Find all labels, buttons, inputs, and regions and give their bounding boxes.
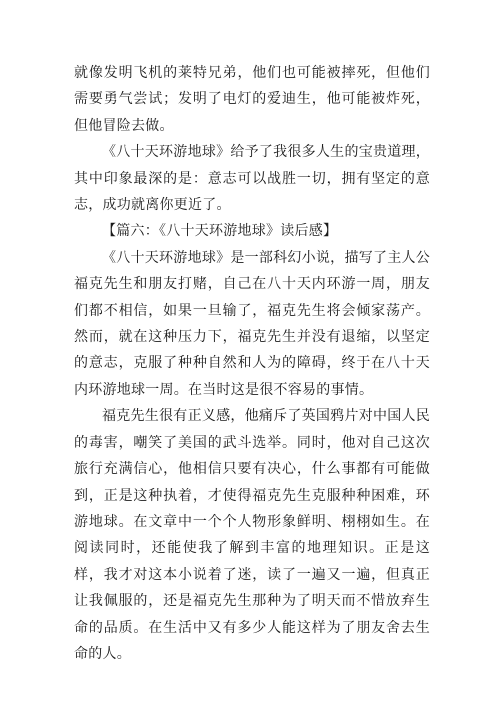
paragraph-continuation: 就像发明飞机的莱特兄弟，他们也可能被摔死，但他们需要勇气尝试；发明了电灯的爱迪生，他可能被炸死，但他冒险去做。 bbox=[74, 65, 430, 134]
paragraph-summary: 《八十天环游地球》给予了我很多人生的宝贵道理，其中印象最深的是：意志可以战胜一切，拥有坚定的意志，成功就离你更近了。 bbox=[74, 144, 430, 214]
section-heading: 【篇六：《八十天环游地球》读后感】 bbox=[102, 223, 338, 240]
document-body bbox=[74, 60, 430, 667]
paragraph-plot: 《八十天环游地球》是一部科幻小说，描写了主人公福克先生和朋友打赌，自己在八十天内环游一周，朋友们都不相信，如果一旦输了，福克先生将会倾家荡产。然而，就在这种压力下，福克先生并没有退缩，以坚定的意志，克服了种种自然和人为的障碍，终于在八十天内环游地球一周。在当时这是很不容易的事情。 bbox=[74, 249, 430, 398]
paragraph-reflection: 福克先生很有正义感，他痛斥了英国鸦片对中国人民的毒害，嘲笑了美国的武斗选举。同时，他对自己这次旅行充满信心，他相信只要有决心，什么事都有可能做到，正是这种执着，才使得福克先生克服种种困难，环游地球。在文章中一个个人物形象鲜明、栩栩如生。在阅读同时，还能使我了解到丰富的地理知识。正是这样，我才对这本小说着了迷，读了一遍又一遍，但真正让我佩服的，还是福克先生那种为了明天而不惜放弃生命的品质。在生活中又有多少人能这样为了朋友舍去生命的人。 bbox=[74, 408, 430, 662]
